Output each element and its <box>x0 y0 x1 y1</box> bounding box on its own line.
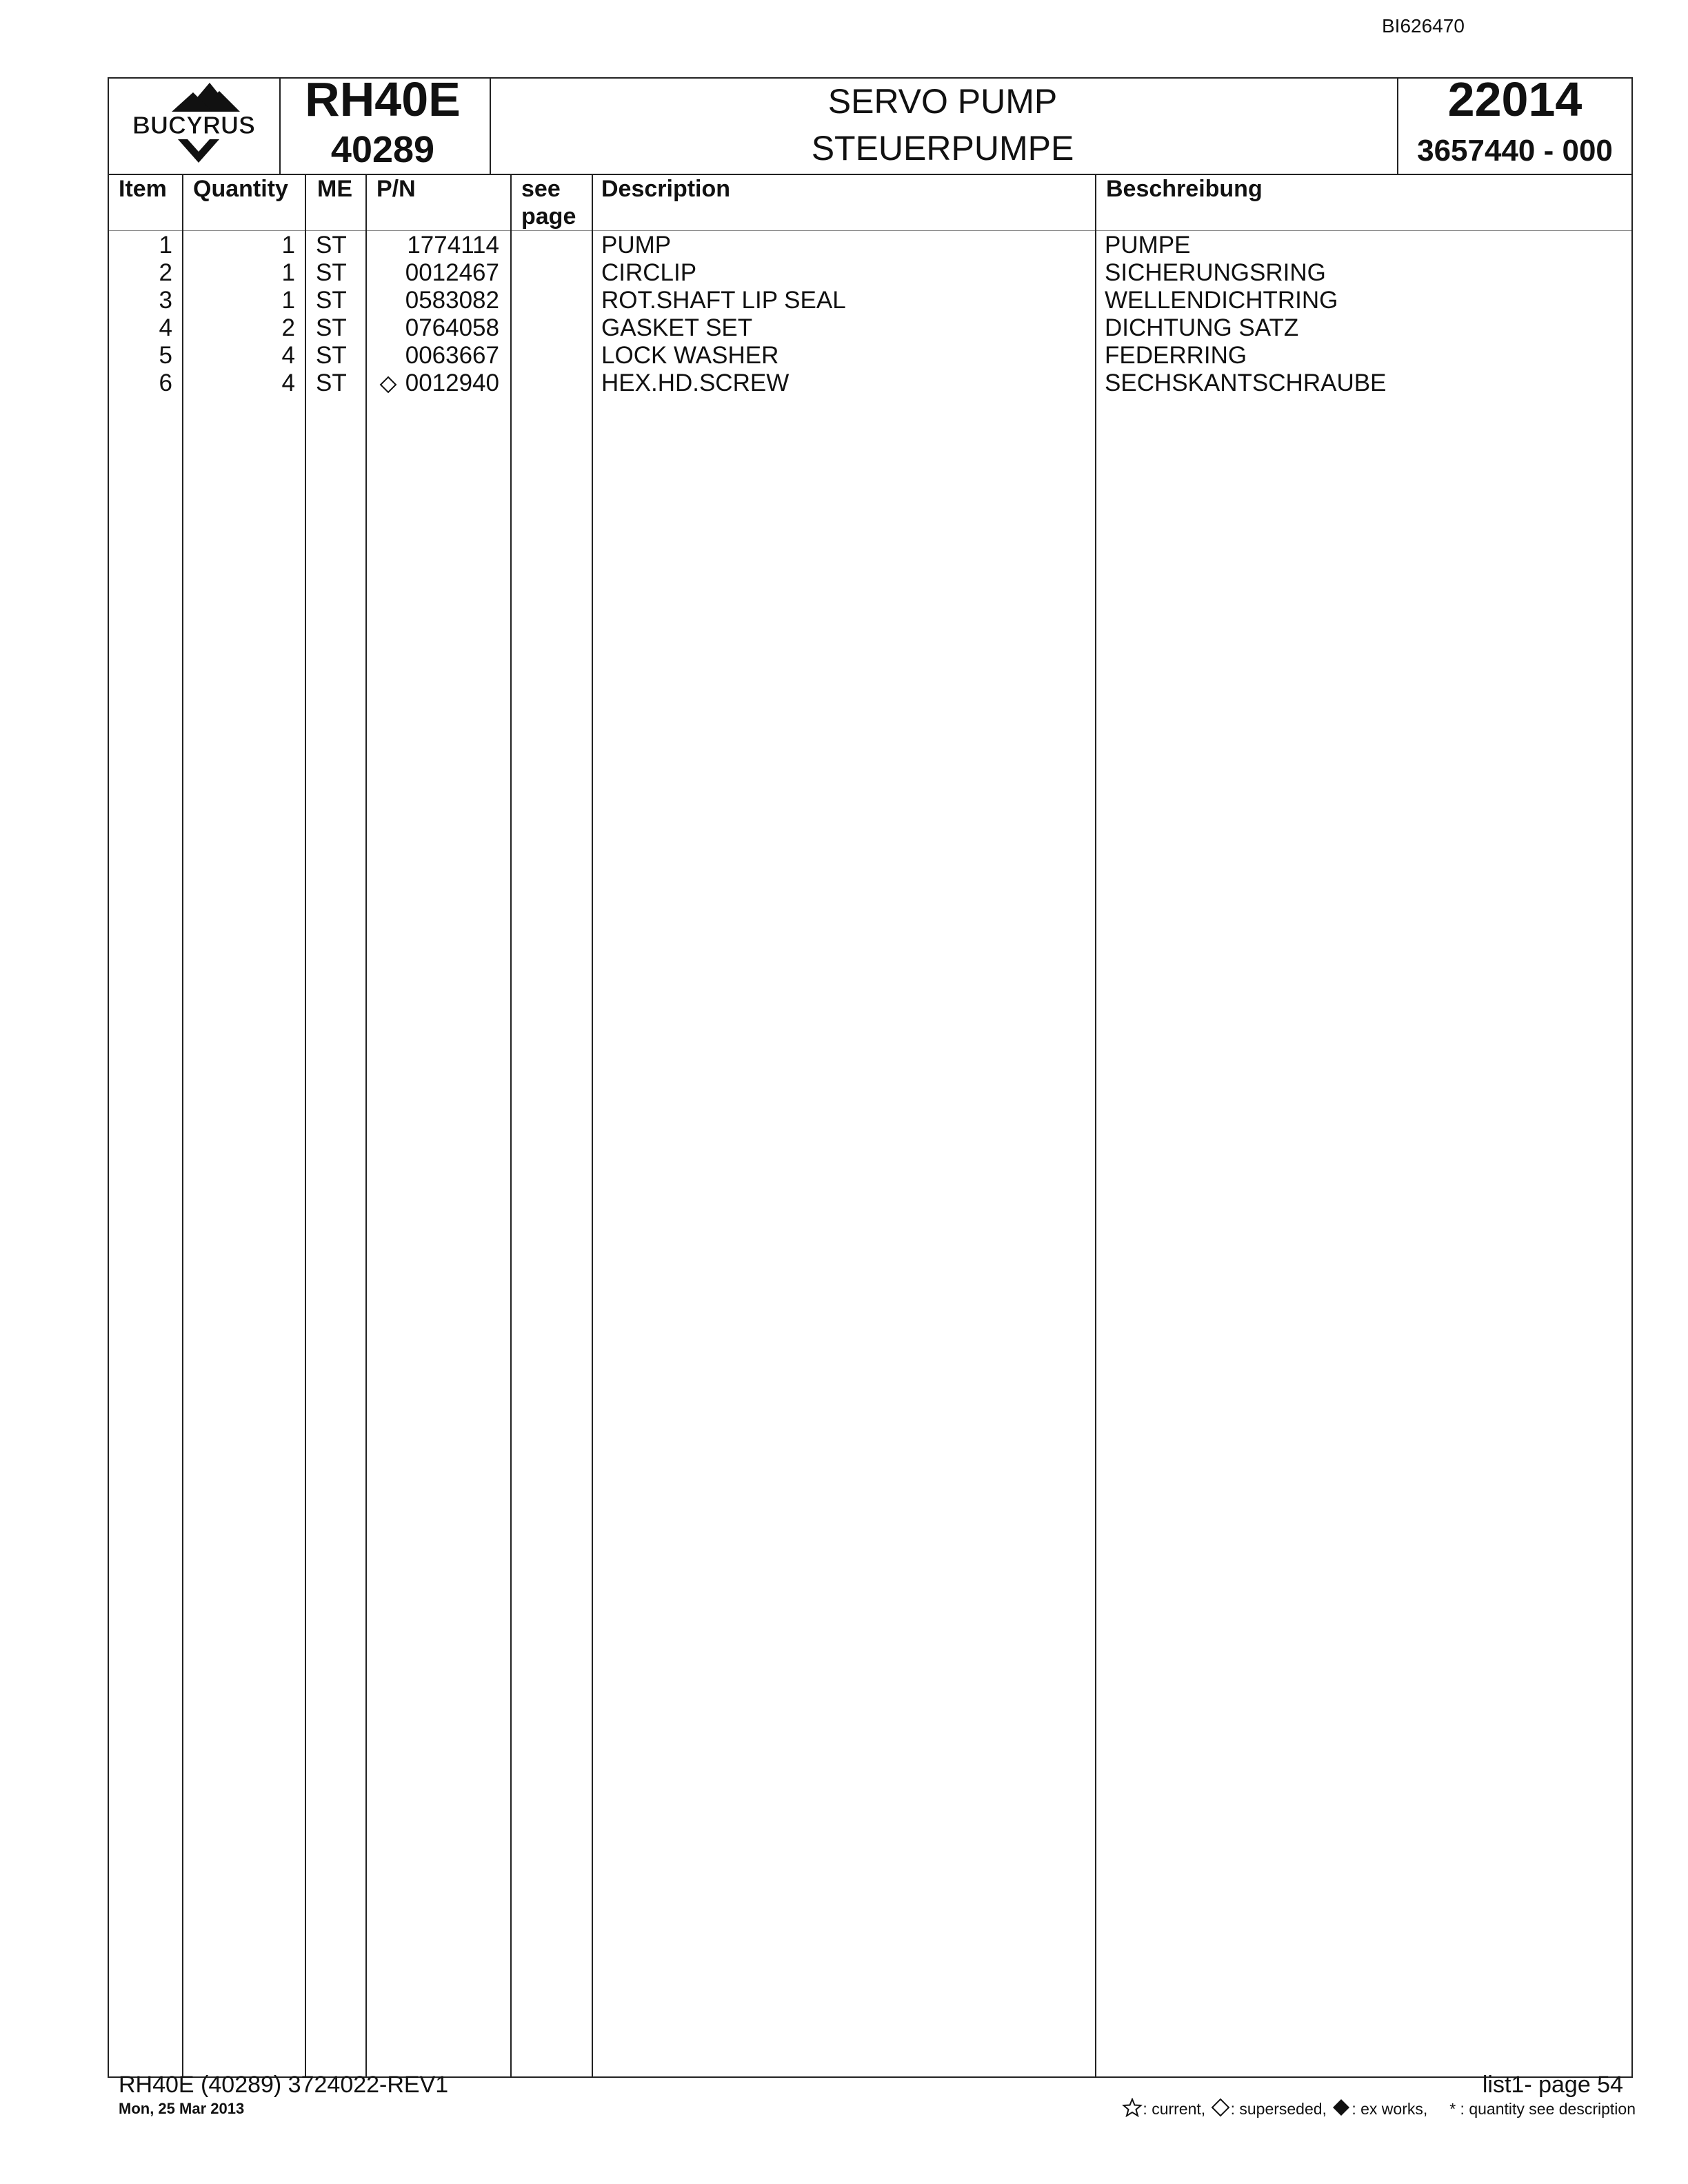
column-header-description: Description <box>601 176 731 202</box>
item-cell: 1 <box>159 232 172 259</box>
me-cell: ST <box>316 370 347 396</box>
part-number-cell: 0012940 <box>405 370 499 396</box>
quantity-cell: 4 <box>281 370 295 396</box>
column-header-beschreibung: Beschreibung <box>1106 176 1263 202</box>
part-number-cell: 0764058 <box>405 314 499 341</box>
drawing-number: 3657440 - 000 <box>1417 134 1613 168</box>
quantity-cell: 1 <box>281 287 295 314</box>
item-cell: 6 <box>159 370 172 396</box>
model-number: RH40E <box>305 72 461 126</box>
current-star-icon <box>1122 2098 1143 2117</box>
beschreibung-cell: DICHTUNG SATZ <box>1105 314 1299 341</box>
column-header-pn: P/N <box>376 176 416 202</box>
column-header-quantity: Quantity <box>193 176 288 202</box>
legend <box>1062 2098 1636 2119</box>
legend-superseded: : superseded, <box>1230 2100 1327 2118</box>
footer-page-number: list1- page 54 <box>1482 2072 1623 2098</box>
table-row <box>0 287 1688 314</box>
quantity-cell: 1 <box>281 259 295 286</box>
part-number-cell: 0063667 <box>405 342 499 369</box>
ex-works-diamond-icon <box>1331 2098 1352 2117</box>
column-header-see: see <box>521 176 561 202</box>
column-separator <box>365 174 367 2078</box>
item-cell: 4 <box>159 314 172 341</box>
me-cell: ST <box>316 287 347 314</box>
me-cell: ST <box>316 232 347 259</box>
part-number-cell: 1774114 <box>407 232 499 259</box>
table-row <box>0 232 1688 259</box>
description-cell: ROT.SHAFT LIP SEAL <box>601 287 846 314</box>
serial-number: 40289 <box>330 129 435 170</box>
item-cell: 5 <box>159 342 172 369</box>
footer-document-reference: RH40E (40289) 3724022-REV1 <box>119 2072 449 2098</box>
legend-current: : current, <box>1143 2100 1206 2118</box>
table-row <box>0 314 1688 342</box>
bucyrus-logo-mark <box>116 79 276 170</box>
column-separator <box>510 174 512 2078</box>
superseded-diamond-icon <box>1210 2098 1231 2117</box>
page-title-english: SERVO PUMP <box>827 82 1058 121</box>
me-cell: ST <box>316 259 347 286</box>
item-cell: 2 <box>159 259 172 286</box>
beschreibung-cell: PUMPE <box>1105 232 1191 259</box>
quantity-cell: 1 <box>281 232 295 259</box>
column-separator <box>592 174 593 2078</box>
logo-text: BUCYRUS <box>132 111 256 139</box>
column-separator <box>1095 174 1096 2078</box>
column-header-divider <box>109 230 1631 231</box>
me-cell: ST <box>316 314 347 341</box>
quantity-cell: 2 <box>281 314 295 341</box>
table-row <box>0 370 1688 397</box>
quantity-cell: 4 <box>281 342 295 369</box>
description-cell: PUMP <box>601 232 672 259</box>
description-cell: LOCK WASHER <box>601 342 779 369</box>
beschreibung-cell: SICHERUNGSRING <box>1105 259 1326 286</box>
document-id: BI626470 <box>1382 15 1465 37</box>
beschreibung-cell: SECHSKANTSCHRAUBE <box>1105 370 1387 396</box>
column-header-item: Item <box>119 176 167 202</box>
part-number-cell: 0583082 <box>405 287 499 314</box>
legend-ex-works: : ex works, <box>1352 2100 1428 2118</box>
description-cell: CIRCLIP <box>601 259 697 286</box>
me-cell: ST <box>316 342 347 369</box>
bucyrus-logo <box>116 79 276 170</box>
column-separator <box>305 174 306 2078</box>
beschreibung-cell: FEDERRING <box>1105 342 1247 369</box>
item-cell: 3 <box>159 287 172 314</box>
part-number-cell: 0012467 <box>405 259 499 286</box>
beschreibung-cell: WELLENDICHTRING <box>1105 287 1338 314</box>
column-header-me: ME <box>317 176 352 202</box>
page-title-german: STEUERPUMPE <box>811 129 1074 168</box>
column-header-page: page <box>521 203 576 230</box>
group-number: 22014 <box>1447 72 1582 126</box>
table-row <box>0 259 1688 287</box>
footer-date: Mon, 25 Mar 2013 <box>119 2100 245 2117</box>
table-row <box>0 342 1688 370</box>
description-cell: GASKET SET <box>601 314 753 341</box>
legend-quantity: * : quantity see description <box>1449 2100 1636 2118</box>
description-cell: HEX.HD.SCREW <box>601 370 790 396</box>
column-separator <box>182 174 183 2078</box>
